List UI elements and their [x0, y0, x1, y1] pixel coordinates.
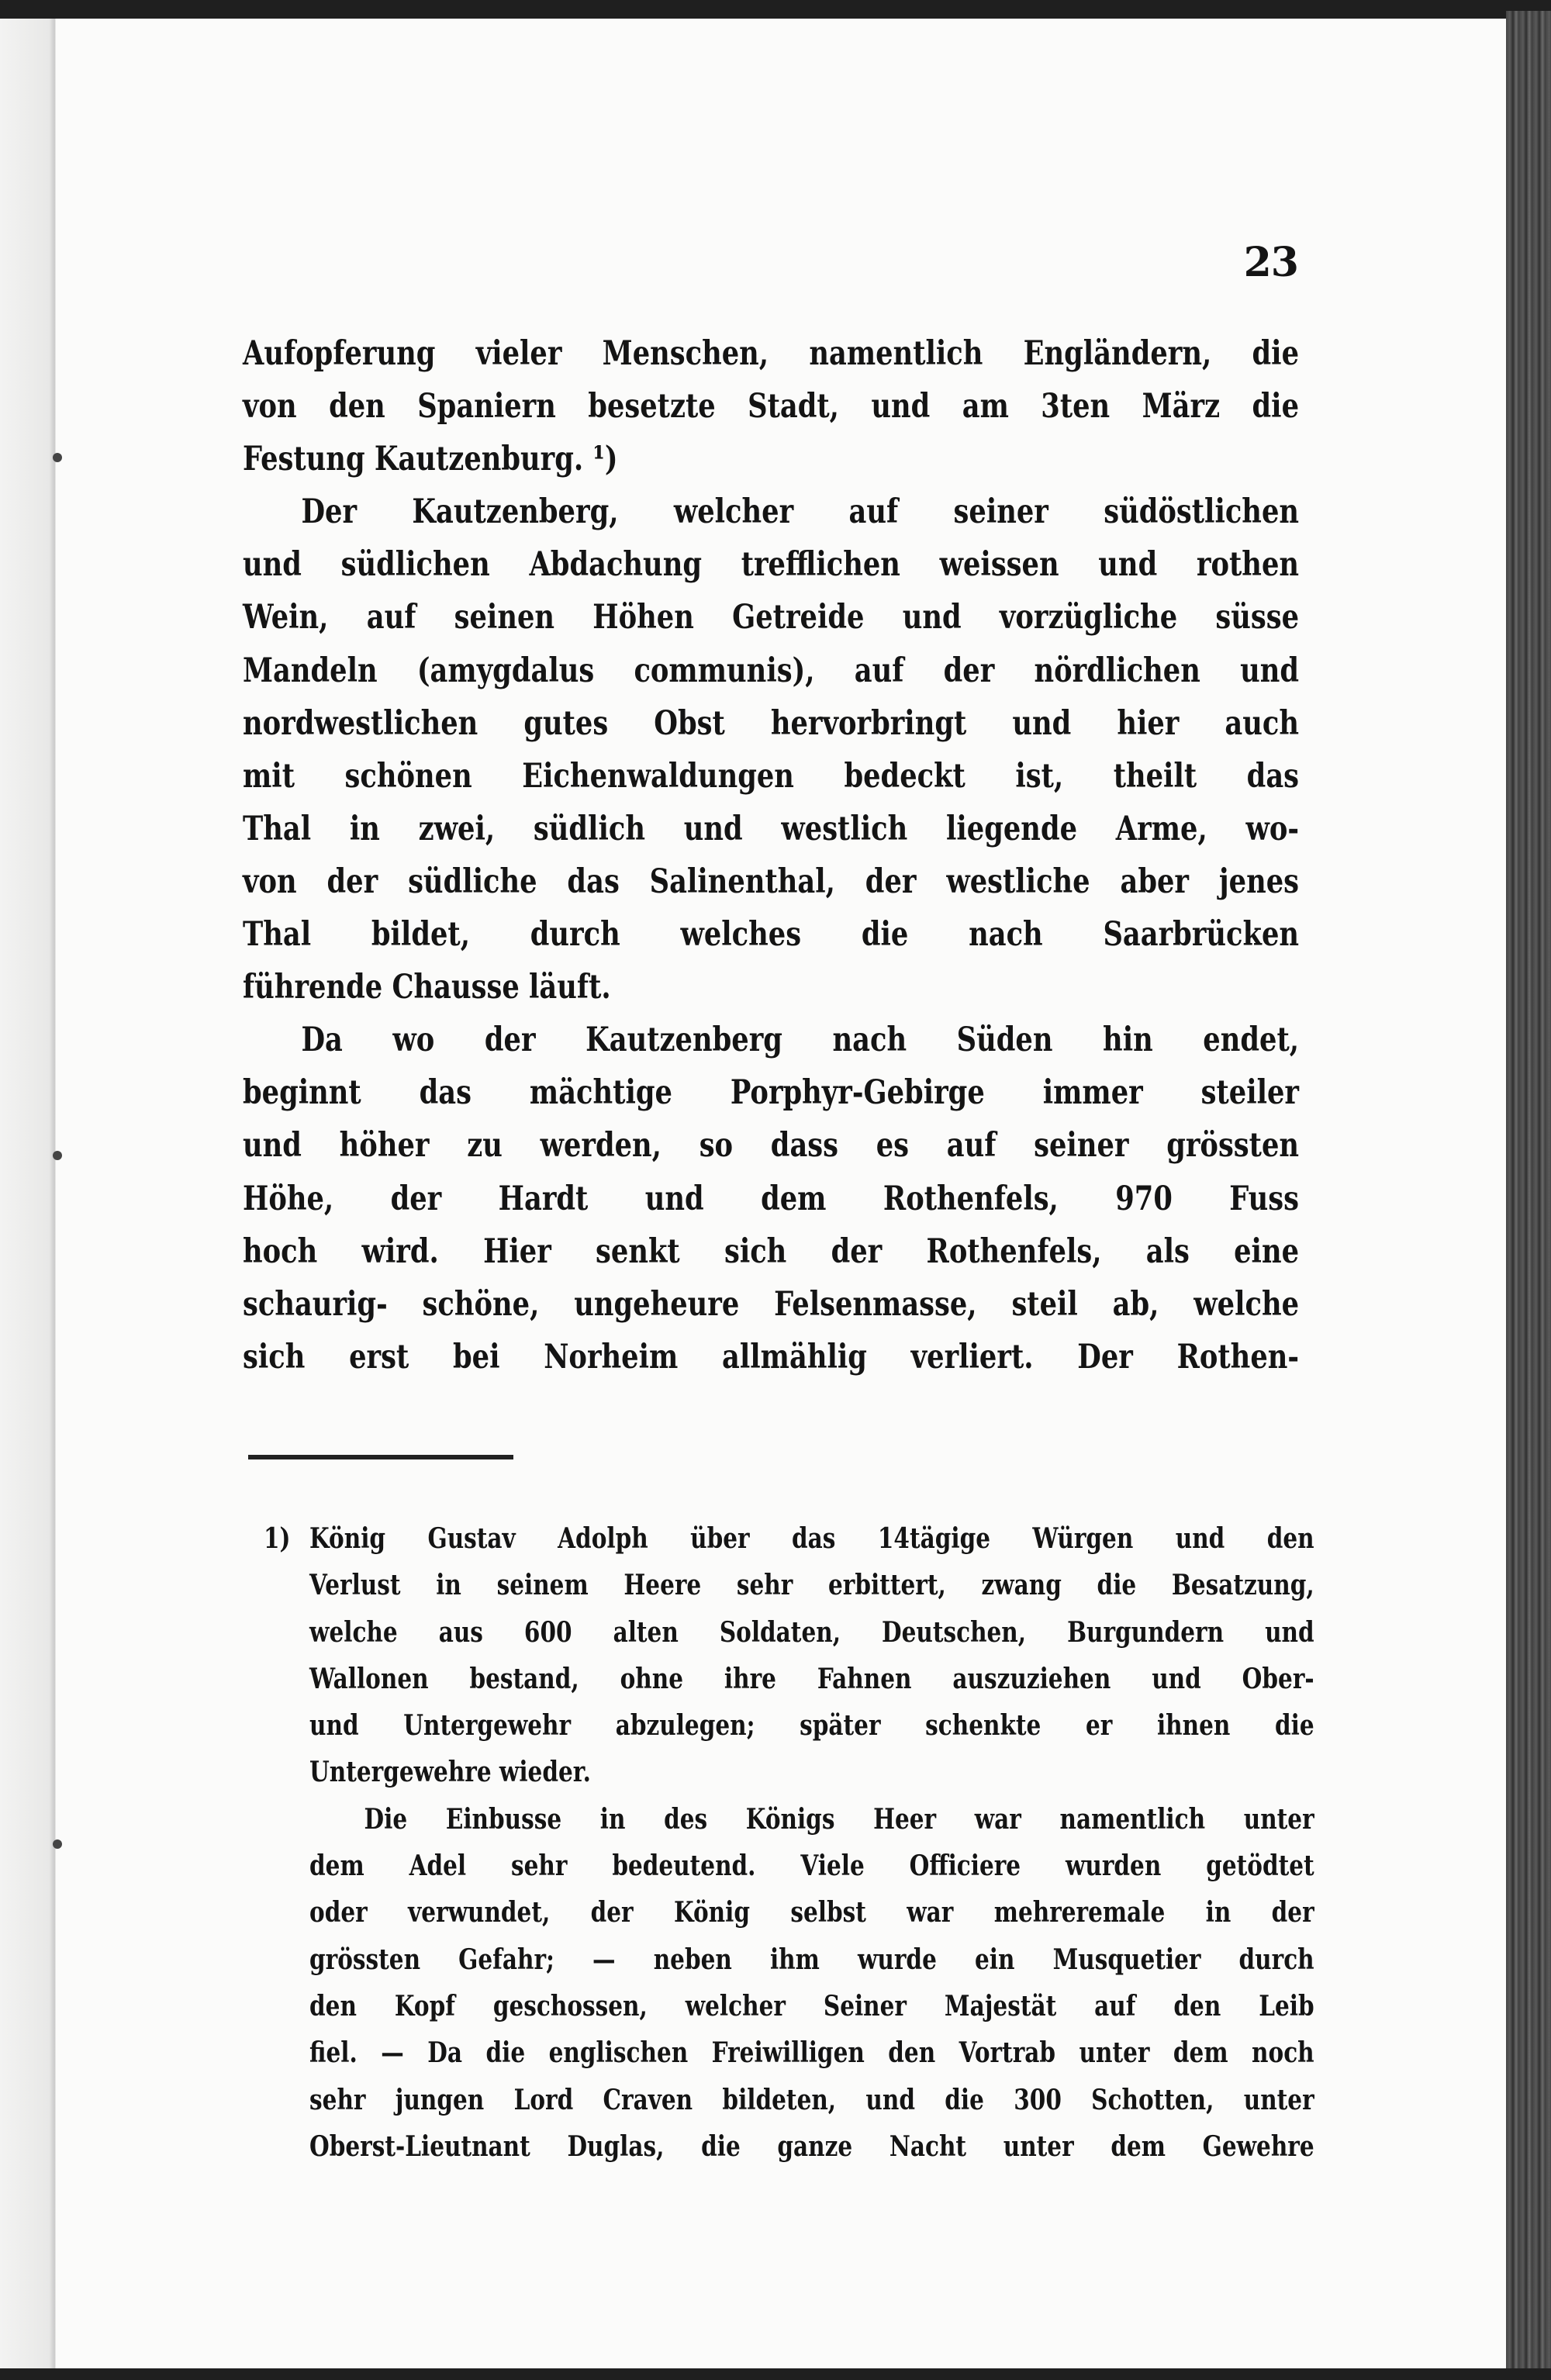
footnote-line: fiel. — Da die englischen Freiwilligen den Vortrab unter dem noch — [309, 2036, 1314, 2070]
footnote-line: Untergewehre wieder. — [309, 1756, 591, 1789]
text-line: Festung Kautzenburg. ¹) — [243, 440, 618, 479]
text-line: Da wo der Kautzenberg nach Süden hin endet, — [301, 1021, 1300, 1060]
binding-thread-mark — [53, 1839, 62, 1849]
footnote-line: grössten Gefahr; — neben ihm wurde ein Musquetier durch — [309, 1943, 1314, 1976]
text-line: Wein, auf seinen Höhen Getreide und vorzügliche süsse — [243, 598, 1300, 637]
footnote-line: oder verwundet, der König selbst war mehreremale in der — [309, 1896, 1314, 1929]
main-text — [243, 327, 1300, 1383]
text-line: schaurig- schöne, ungeheure Felsenmasse, steil ab, welche — [243, 1284, 1300, 1324]
footnote-marker: 1) — [264, 1522, 291, 1555]
text-line: beginnt das mächtige Porphyr-Gebirge immer steiler — [243, 1073, 1300, 1113]
page-stack-edge — [1506, 11, 1551, 2368]
text-line: hoch wird. Hier senkt sich der Rothenfels, als eine — [243, 1231, 1300, 1271]
footnote-text: König Gustav Adolph über das 14tägige Würgen und den — [309, 1522, 1314, 1555]
footnote-line: und Untergewehr abzulegen; später schenkte er ihnen die — [309, 1709, 1314, 1743]
text-line: Höhe, der Hardt und dem Rothenfels, 970 Fuss — [243, 1179, 1300, 1218]
footnote-line: Verlust in seinem Heere sehr erbittert, zwang die Besatzung, — [309, 1569, 1314, 1602]
text-line: Mandeln (amygdalus communis), auf der nördlichen und — [243, 651, 1300, 690]
text-line: und höher zu werden, so dass es auf seiner grössten — [243, 1126, 1300, 1166]
book-page — [0, 19, 1506, 2368]
footnote-line: dem Adel sehr bedeutend. Viele Officiere wurden getödtet — [309, 1850, 1314, 1883]
page-number: 23 — [1243, 239, 1298, 286]
text-line: Der Kautzenberg, welcher auf seiner südöstlichen — [301, 492, 1300, 532]
footnote-divider — [248, 1455, 513, 1459]
text-line: von der südliche das Salinenthal, der westliche aber jenes — [243, 862, 1300, 901]
footnotes — [264, 1515, 1314, 2170]
footnote-line — [264, 1515, 1314, 1562]
text-line: Thal in zwei, südlich und westlich liegende Arme, wo- — [243, 809, 1300, 848]
text-line: und südlichen Abdachung trefflichen weissen und rothen — [243, 545, 1300, 585]
text-line: führende Chausse läuft. — [243, 968, 611, 1007]
text-line: Aufopferung vieler Menschen, namentlich Engländern, die — [243, 334, 1300, 373]
text-line: mit schönen Eichenwaldungen bedeckt ist, theilt das — [243, 756, 1300, 796]
text-line: Thal bildet, durch welches die nach Saarbrücken — [243, 915, 1300, 955]
footnote-line: Wallonen bestand, ohne ihre Fahnen auszuziehen und Ober- — [309, 1662, 1314, 1695]
footnote-line: den Kopf geschossen, welcher Seiner Majestät auf den Leib — [309, 1989, 1314, 2022]
footnote-line: Oberst-Lieutnant Duglas, die ganze Nacht unter dem Gewehre — [309, 2130, 1314, 2163]
text-line: sich erst bei Norheim allmählig verliert. Der Rothen- — [243, 1337, 1300, 1377]
footnote-line: Die Einbusse in des Königs Heer war namentlich unter — [364, 1802, 1314, 1836]
binding-gutter — [0, 19, 56, 2368]
binding-thread-mark — [53, 1151, 62, 1160]
binding-thread-mark — [53, 453, 62, 462]
text-line: nordwestlichen gutes Obst hervorbringt und hier auch — [243, 703, 1300, 743]
footnote-line: sehr jungen Lord Craven bildeten, und die 300 Schotten, unter — [309, 2083, 1314, 2116]
footnote-line: welche aus 600 alten Soldaten, Deutschen, Burgundern und — [309, 1615, 1314, 1649]
text-line: von den Spaniern besetzte Stadt, und am 3ten März die — [243, 387, 1300, 427]
